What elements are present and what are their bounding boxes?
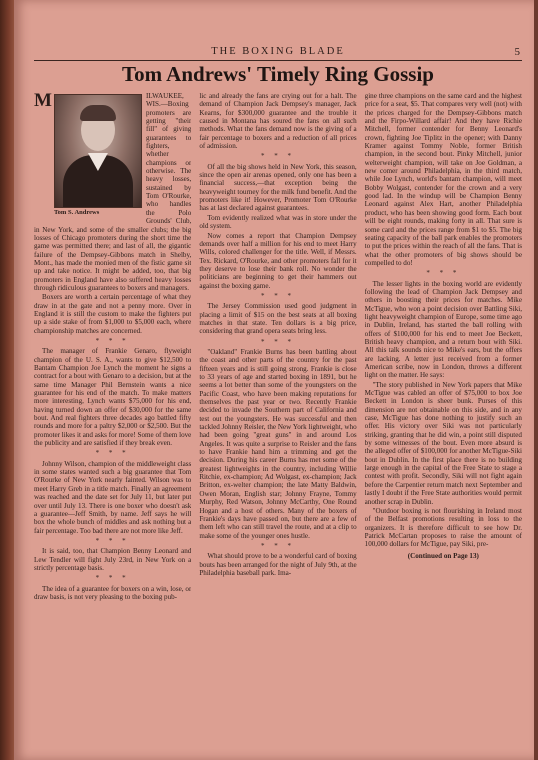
col1-paragraph-3: The manager of Frankie Genaro, flyweight champion of the U. S. A., wants to give $12,500 to Bantam Champion Joe Lynch the moment he signs a contract for a bout with Genaro to a decision, but at the same time Manager Phil Bernstein wants a nice guarantee for his end of the match. To make matters more interesting, Lynch wants $75,000 for his end, having turned down an offer of $30,000 for the same bout. And real fighters three decades ago battled fifty rounds and more for a paltry $2,000 or $2,500. But the promoter likes it and asks for more! Some of them love the publicity and are satisfied if they break even. bbox=[34, 347, 192, 448]
col2-paragraph-2: Of all the big shows held in New York, this season, since the open air arenas opened, only one has been a financial success,—that exception being the heavyweight tourney for the milk fund benefit. And the promoters like it! However, Promoter Tom O'Rourke has at last declared against guarantees. bbox=[199, 162, 357, 213]
col2-paragraph-7: What should prove to be a wonderful card of boxing bouts has been arranged for the night of July 9th, at the Philadelphia baseball park. Ima- bbox=[199, 552, 357, 577]
portrait-caption: Tom S. Andrews bbox=[53, 209, 100, 216]
col1-paragraph-5: It is said, too, that Champion Benny Leonard and Lew Tendler will fight July 23rd, in New York on a strictly percentage basis. bbox=[34, 547, 192, 572]
col1-paragraph-6: The idea of a guarantee for boxers on a win, lose, or draw basis, is not very pleasing to the boxing pub- bbox=[34, 584, 192, 601]
portrait-photo bbox=[54, 94, 142, 208]
column-2 bbox=[199, 92, 356, 752]
col1-paragraph-1 bbox=[34, 92, 191, 292]
col2-paragraph-5: The Jersey Commission used good judgment in placing a limit of $15 on the best seats at all boxing matches in that state. Ten dollars is a big price, considering that grand opera seats bring less. bbox=[199, 302, 357, 336]
col3-paragraph-3: "The story published in New York papers that Mike McTigue was cabled an offer of $75,000 to box Joe Beckett in London is sheer bunk. Purses of this dimension are not obtainable on this side, and in any case, McTigue has done nothing to justify such an offer. His victory over Siki was not particularly striking, granting that he did win, a point still disputed by some witnesses of the bout. Even more absurd is the alleged offer of $100,000 for another McTigue-Siki bout in Dublin. In the first place there is no building large enough in the capital of the Free State to stage a contest with profit. Secondly, Siki will not fight again before the Carpentier return match next September and lastly I doubt if the Free State authorities would permit another scrap in Dublin. bbox=[364, 380, 522, 506]
article-headline: Tom Andrews' Timely Ring Gossip bbox=[122, 62, 434, 86]
col2-paragraph-3: Tom evidently realized what was in store under the old system. bbox=[199, 213, 357, 231]
page-header bbox=[34, 46, 522, 61]
separator: * * * bbox=[260, 337, 295, 346]
col1-lead-text: ILWAUKEE, WIS.—Boxing promoters are getting "their fill" of giving guarantees to fighters, whether champions or otherwise. The heavy losses, sustained by Tom O'Rourke, who handles the Polo Grounds' Club, in New York, and some of the smaller clubs; the big losses of Chicago promoters during the short time the game was permitted there; and last of all, the gigantic failure of the Dempsey-Gibbons match in Shelby, Mont., has made the monied men of the fistic game sit up and take notice. It might be added, too, that big promoters in England have also suffered heavy losses through ridiculous guarantees to boxers and managers. bbox=[34, 92, 192, 292]
col2-paragraph-6: "Oakland" Frankie Burns has been battling about the coast and other parts of the country for the past fifteen years and is still going strong. Frankie is close to 33 years of age and started boxing in 1891, but he seems a lot better than some of the youngsters on the Pacific Coast, who have been making reputations for themselves the past year or two. Recently Frankie decided to invade the Southern part of California and test out the youngsters. He was successful and then tackled Johnny Reisler, the New York lightweight, who had been going "great guns" in and around Los Angeles. It was quite a surprise to Reisler and the fans to have Frankie hand him a trimming and get the decision. During his career Burns has met some of the greatest lightweights in the country, including Willie Ritchie, ex-champion; Ad Wolgast, ex-champion; Jack Britton, ex-welter champion; the late Matty Baldwin, Owen Moran, English star; Johnny Frayne, Tommy Murphy, Red Watson, Johnny McCarthy, One Round Hogan and a host of others. Many of the boxers of Frankie's days have passed on, but there are a few of them left who can still travel the route, and at a clip to make some of the younger ones hustle. bbox=[199, 347, 357, 540]
article-columns bbox=[34, 92, 522, 752]
separator: * * * bbox=[95, 449, 130, 458]
column-3 bbox=[365, 92, 522, 752]
separator: * * * bbox=[426, 269, 461, 278]
magazine-page bbox=[14, 0, 534, 760]
column-1 bbox=[34, 92, 191, 752]
col2-paragraph-1: lic and already the fans are crying out for a halt. The demand of Champion Jack Dempsey's manager, Jack Kearns, for $300,000 guarantee and the trouble it caused in Montana has soured the fans on all such methods. What the fans demand now is the giving of a fair percentage to boxers and a reduction of all prices of admission. bbox=[199, 92, 357, 151]
portrait-block bbox=[54, 94, 140, 217]
col3-paragraph-1: gine three champions on the same card and the highest price for a seat, $5. That compares very well (not) with the prices charged for the Dempsey-Gibbons match and the Firpo-Willard affair! And they have Richie Mitchell, former contender for Benny Leonard's crown, fighting Joe Tiplitz in the opener; with Danny Kramer against Tommy Noble, former British champion, in the second bout. Pinky Mitchell, junior welterweight champion, will take on Joe Goldman, a new comer around Philadelphia, in the third match, while Joe Lynch, world's bantam champion, will meet Bobby Wolgast, contender for the crown and a very good lad. In the windup will be Champion Benny Leonard against Alex Hart, another Philadelphia product, who has been showing good form. Each bout will be eight rounds, making forty in all. That sure is some card and the prices range from $1 to $5. The big seating capacity of the ball park enables the promoters to put the prices within the reach of all the fans. That is what the other promoters of big shows should be compelled to do! bbox=[364, 92, 522, 267]
separator: * * * bbox=[260, 152, 295, 161]
separator: * * * bbox=[260, 291, 295, 300]
col3-paragraph-2: The lesser lights in the boxing world are evidently following the lead of Champion Jack Dempsey and others in boosting their prices for matches. Mike McTigue, who won a point decision over Battling Siki, light heavyweight champion of Europe, some time ago in Dublin, Ireland, has started the ball rolling with offers of $100,000 for his end to meet Joe Beckett, British heavy champion, and a return bout with Siki. All this talk sounds nice to Mike's ears, but the offers are lacking. A letter just received from a former American scribe, now in London, throws a different light on the matter. He says: bbox=[364, 279, 522, 380]
continued-note: (Continued on Page 13) bbox=[407, 551, 479, 560]
separator: * * * bbox=[260, 541, 295, 550]
col3-paragraph-4: "Outdoor boxing is not flourishing in Ireland most of the Belfast promotions resulting in loss to the organizers. It is therefore difficult to see how Dr. Patrick McCartan proposes to raise the amount of 100,000 dollars for McTigue, pay Siki, pre- bbox=[364, 506, 522, 549]
col1-paragraph-4: Johnny Wilson, champion of the middleweight class in some states wanted such a big guarantee that Tom O'Rourke of New York nearly fainted. Wilson was to meet Harry Greb in a title match. Finally an agreement was reached and the date set for July 11, but later put over until July 13. There is one boxer who doesn't ask a guarantee—Jeff Smith, by name. Jeff says he will box the whole bunch of middles and ask nothing but a fair percentage. Too bad there are not more like Jeff. bbox=[34, 459, 192, 535]
drop-cap: M bbox=[34, 92, 52, 111]
separator: * * * bbox=[95, 574, 130, 583]
running-title: THE BOXING BLADE bbox=[211, 46, 345, 57]
page-number: 5 bbox=[514, 46, 520, 58]
col2-paragraph-4: Now comes a report that Champion Dempsey demands over half a million for his end to meet Harry Wills, colored challenger for the title. Well, if Messrs. Tex. Rickard, O'Rourke, and other promoters fall for it they deserve to lose their bank roll. No wonder the politicians are beginning to get their hammers out against the boxing game. bbox=[199, 231, 357, 290]
separator: * * * bbox=[95, 536, 130, 545]
portrait-hair bbox=[80, 105, 116, 121]
separator: * * * bbox=[95, 336, 130, 345]
col1-paragraph-2: Boxers are worth a certain percentage of what they draw in at the gate and not a penny more. Over in England it is still the custom to make the fighters put up a side stake of from $1,000 to $5,000 each, where championship matches are concerned. bbox=[34, 293, 192, 335]
